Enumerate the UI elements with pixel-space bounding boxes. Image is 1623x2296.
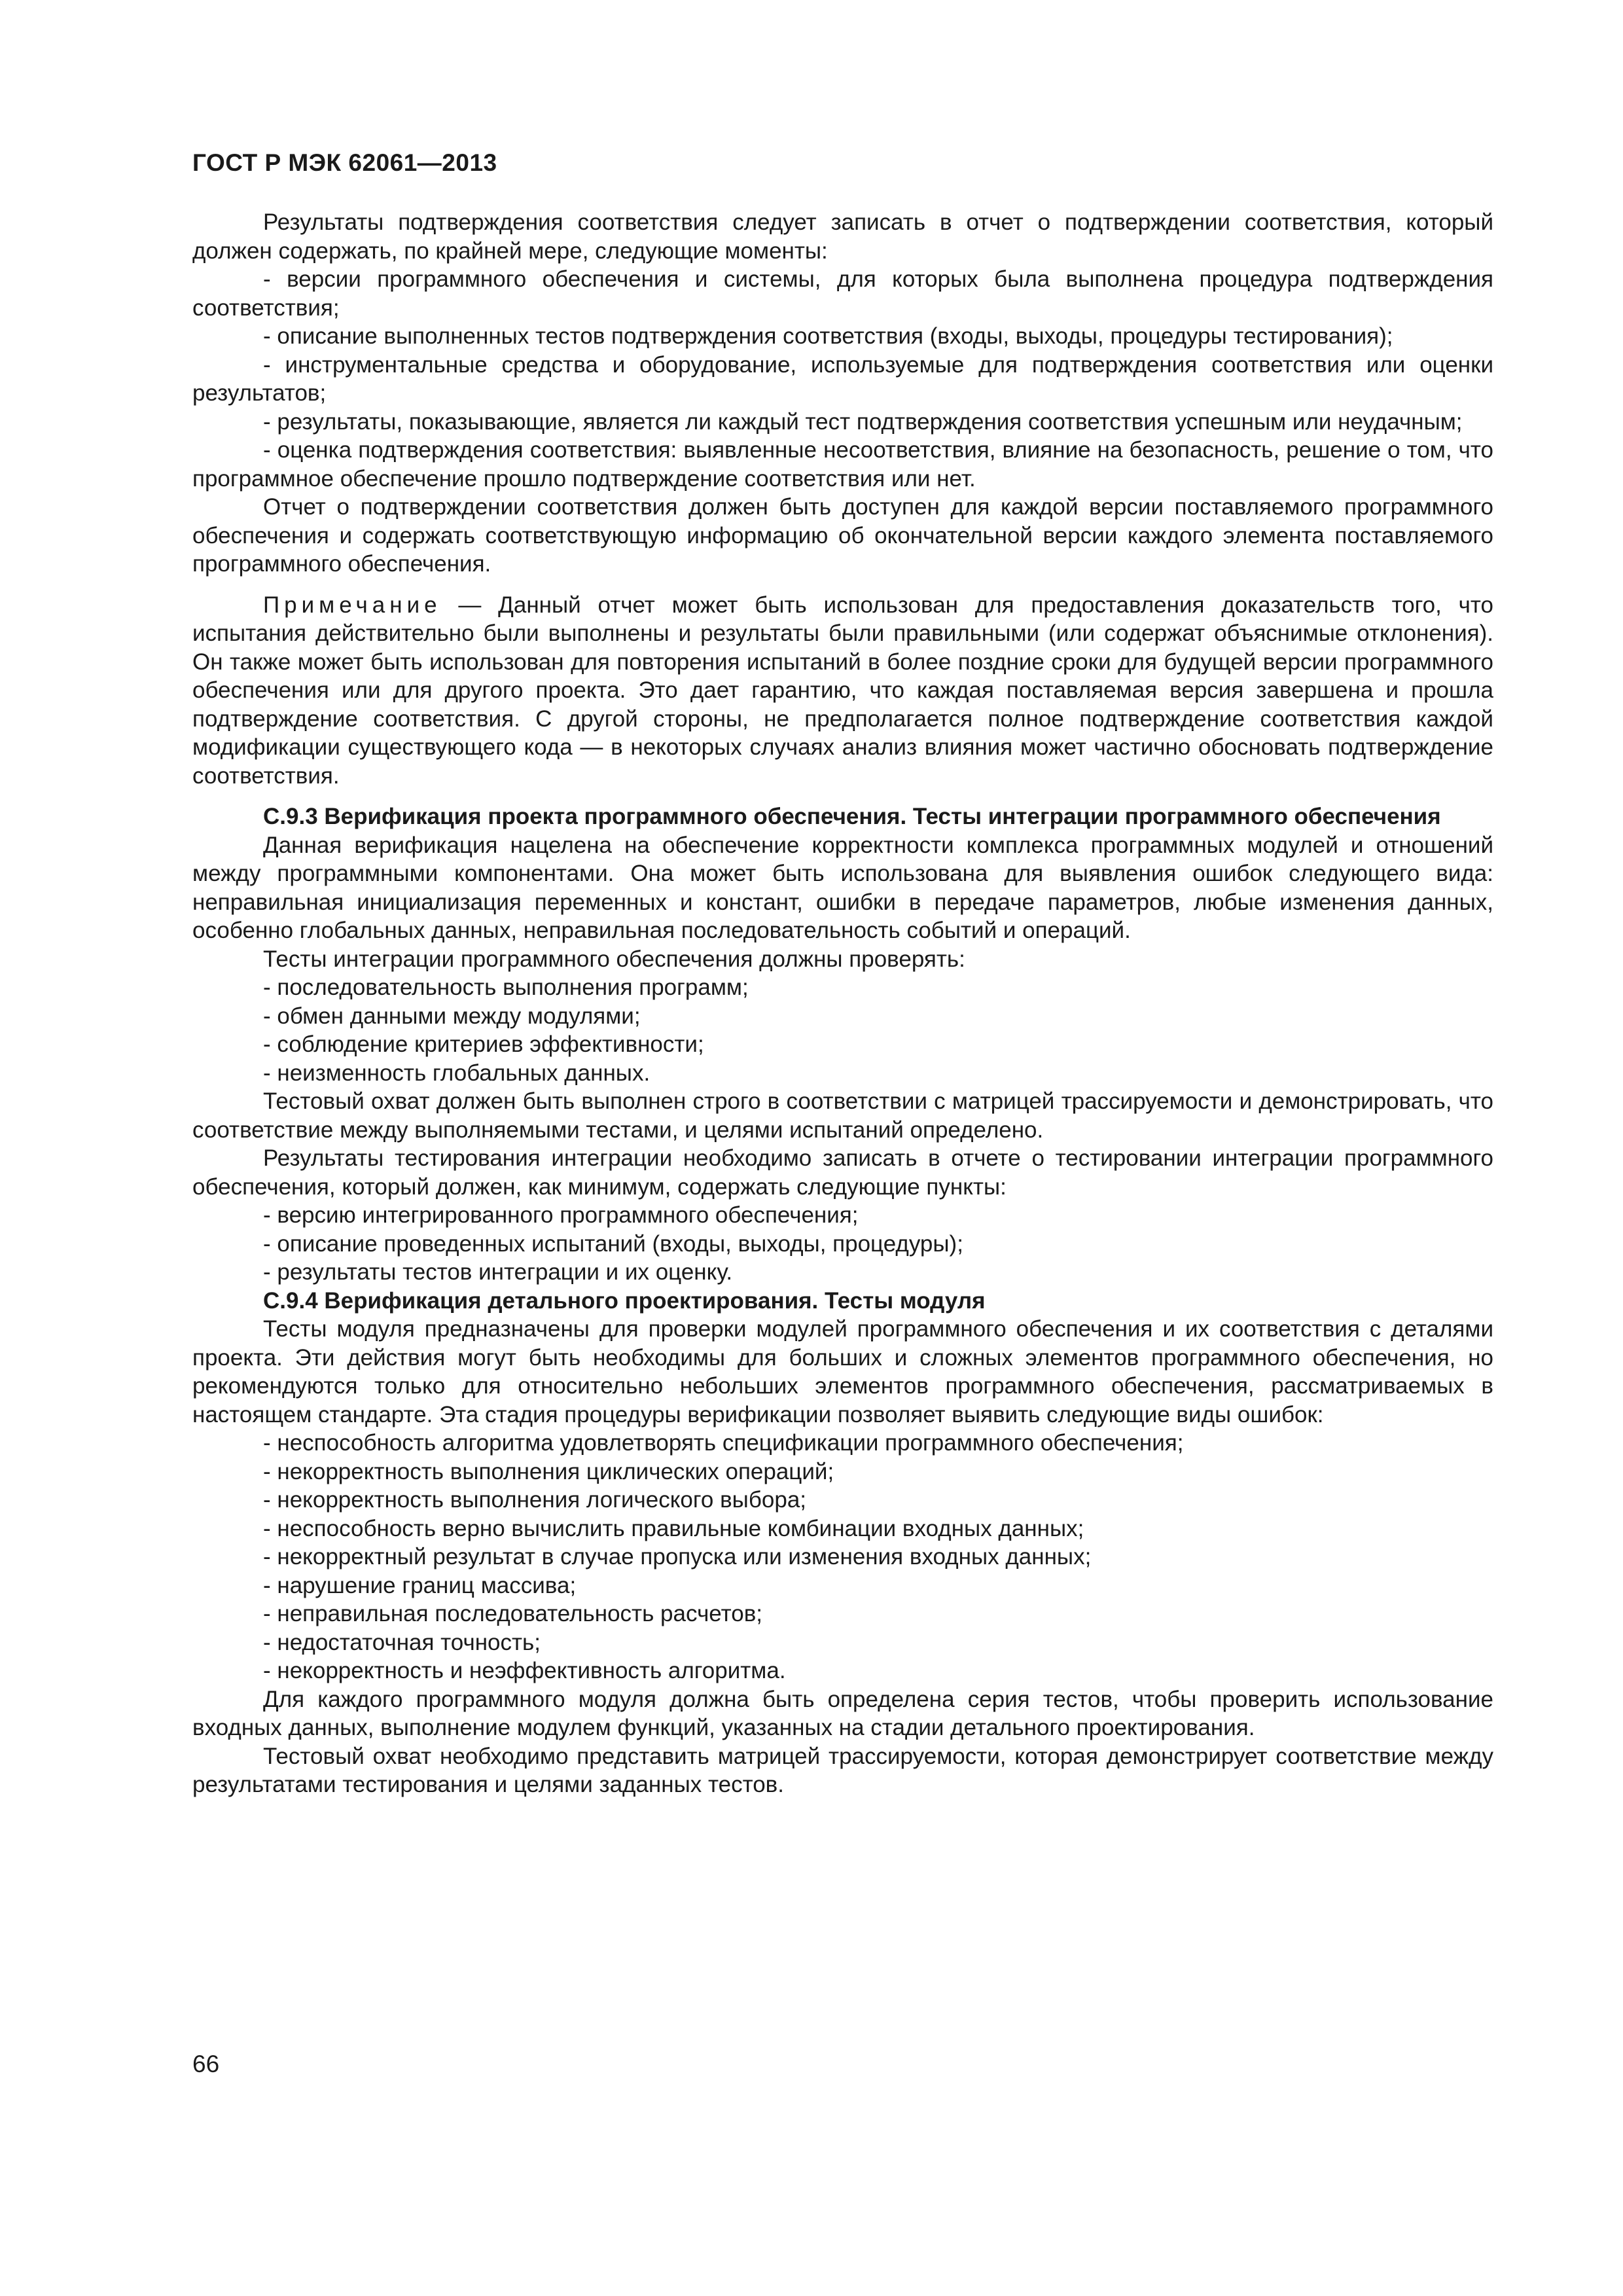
list-item: - результаты тестов интеграции и их оценку.: [263, 1259, 733, 1285]
list-item: - некорректность выполнения циклических операций;: [263, 1458, 834, 1484]
note-text: — Данный отчет может быть использован для предоставления доказательств того, что испытания действительно были выполнены и результаты были правильными (или содержат объяснимые отклонения). Он также может быть использован для повторения испытаний в более поздние сроки для будущей версии программного обеспечения или для другого проекта. Это дает гарантию, что каждая поставляемая версия завершена и прошла подтверждение соответствия. С другой стороны, не предполагается полное подтверждение соответствия каждой модификации существующего кода — в некоторых случаях анализ влияния может частично обосновать подтверждение соответствия.: [192, 592, 1493, 789]
list-item: - некорректность и неэффективность алгоритма.: [263, 1658, 786, 1683]
list-item: - инструментальные средства и оборудование, используемые для подтверждения соответствия или оценки результатов;: [192, 351, 1493, 406]
list-item: - недостаточная точность;: [263, 1629, 541, 1655]
list-item: - некорректный результат в случае пропуска или изменения входных данных;: [263, 1544, 1092, 1570]
list-item: - версии программного обеспечения и системы, для которых была выполнена процедура подтверждения соответствия;: [192, 266, 1493, 321]
section-heading-c94: C.9.4 Верификация детального проектирования. Тесты модуля: [263, 1287, 986, 1314]
paragraph: Результаты подтверждения соответствия следует записать в отчет о подтверждении соответствия, который должен содержать, по крайней мере, следующие моменты:: [192, 209, 1493, 264]
document-header: ГОСТ Р МЭК 62061—2013: [192, 149, 497, 176]
paragraph: Тесты модуля предназначены для проверки модулей программного обеспечения и их соответствия с деталями проекта. Эти действия могут быть необходимы для больших и сложных элементов программного обеспечения, но рекомендуются только для относительно небольших элементов программного обеспечения, рассматриваемых в настоящем стандарте. Эта стадия процедуры верификации позволяет выявить следующие виды ошибок:: [192, 1316, 1493, 1427]
note-label: Примечание: [263, 592, 442, 618]
paragraph: Отчет о подтверждении соответствия должен быть доступен для каждой версии поставляемого программного обеспечения и содержать соответствующую информацию об окончательной версии каждого элемента поставляемого программного обеспечения.: [192, 494, 1493, 577]
list-item: - неизменность глобальных данных.: [263, 1060, 651, 1086]
paragraph: Результаты тестирования интеграции необходимо записать в отчете о тестировании интеграции программного обеспечения, который должен, как минимум, содержать следующие пункты:: [192, 1145, 1493, 1200]
list-item: - описание проведенных испытаний (входы, выходы, процедуры);: [263, 1230, 963, 1257]
list-item: - версию интегрированного программного обеспечения;: [263, 1202, 859, 1228]
paragraph: Тестовый охват необходимо представить матрицей трассируемости, которая демонстрирует соответствие между результатами тестирования и целями заданных тестов.: [192, 1743, 1493, 1797]
list-item: - соблюдение критериев эффективности;: [263, 1031, 704, 1057]
list-item: - обмен данными между модулями;: [263, 1003, 641, 1029]
list-item: - неспособность верно вычислить правильные комбинации входных данных;: [263, 1515, 1084, 1541]
paragraph: Данная верификация нацелена на обеспечение корректности комплекса программных модулей и отношений между программными компонентами. Она может быть использована для выявления ошибок следующего вида: неправильная инициализация переменных и констант, ошибки в передаче параметров, любые изменения данных, особенно глобальных данных, неправильная последовательность событий и операций.: [192, 832, 1493, 943]
list-item: - результаты, показывающие, является ли каждый тест подтверждения соответствия успешным или неудачным;: [263, 408, 1463, 435]
list-item: - оценка подтверждения соответствия: выявленные несоответствия, влияние на безопасность, решение о том, что программное обеспечение прошло подтверждение соответствия или нет.: [192, 437, 1493, 492]
list-item: - неправильная последовательность расчетов;: [263, 1601, 763, 1626]
list-item: - некорректность выполнения логического выбора;: [263, 1487, 807, 1513]
list-item: - нарушение границ массива;: [263, 1572, 577, 1598]
list-item: - описание выполненных тестов подтверждения соответствия (входы, выходы, процедуры тестирования);: [263, 323, 1393, 349]
paragraph: Тесты интеграции программного обеспечения должны проверять:: [263, 946, 965, 972]
paragraph: Тестовый охват должен быть выполнен строго в соответствии с матрицей трассируемости и демонстрировать, что соответствие между выполняемыми тестами, и целями испытаний определено.: [192, 1088, 1493, 1143]
section-heading-c93: C.9.3 Верификация проекта программного обеспечения. Тесты интеграции программного обеспечения: [263, 804, 1441, 829]
note-paragraph: [192, 591, 1493, 791]
paragraph: Для каждого программного модуля должна быть определена серия тестов, чтобы проверить использование входных данных, выполнение модулем функций, указанных на стадии детального проектирования.: [192, 1686, 1493, 1740]
page-number: 66: [192, 2051, 220, 2077]
list-item: - последовательность выполнения программ;: [263, 975, 749, 1000]
list-item: - неспособность алгоритма удовлетворять спецификации программного обеспечения;: [263, 1430, 1184, 1456]
document-body: [192, 208, 1493, 1799]
